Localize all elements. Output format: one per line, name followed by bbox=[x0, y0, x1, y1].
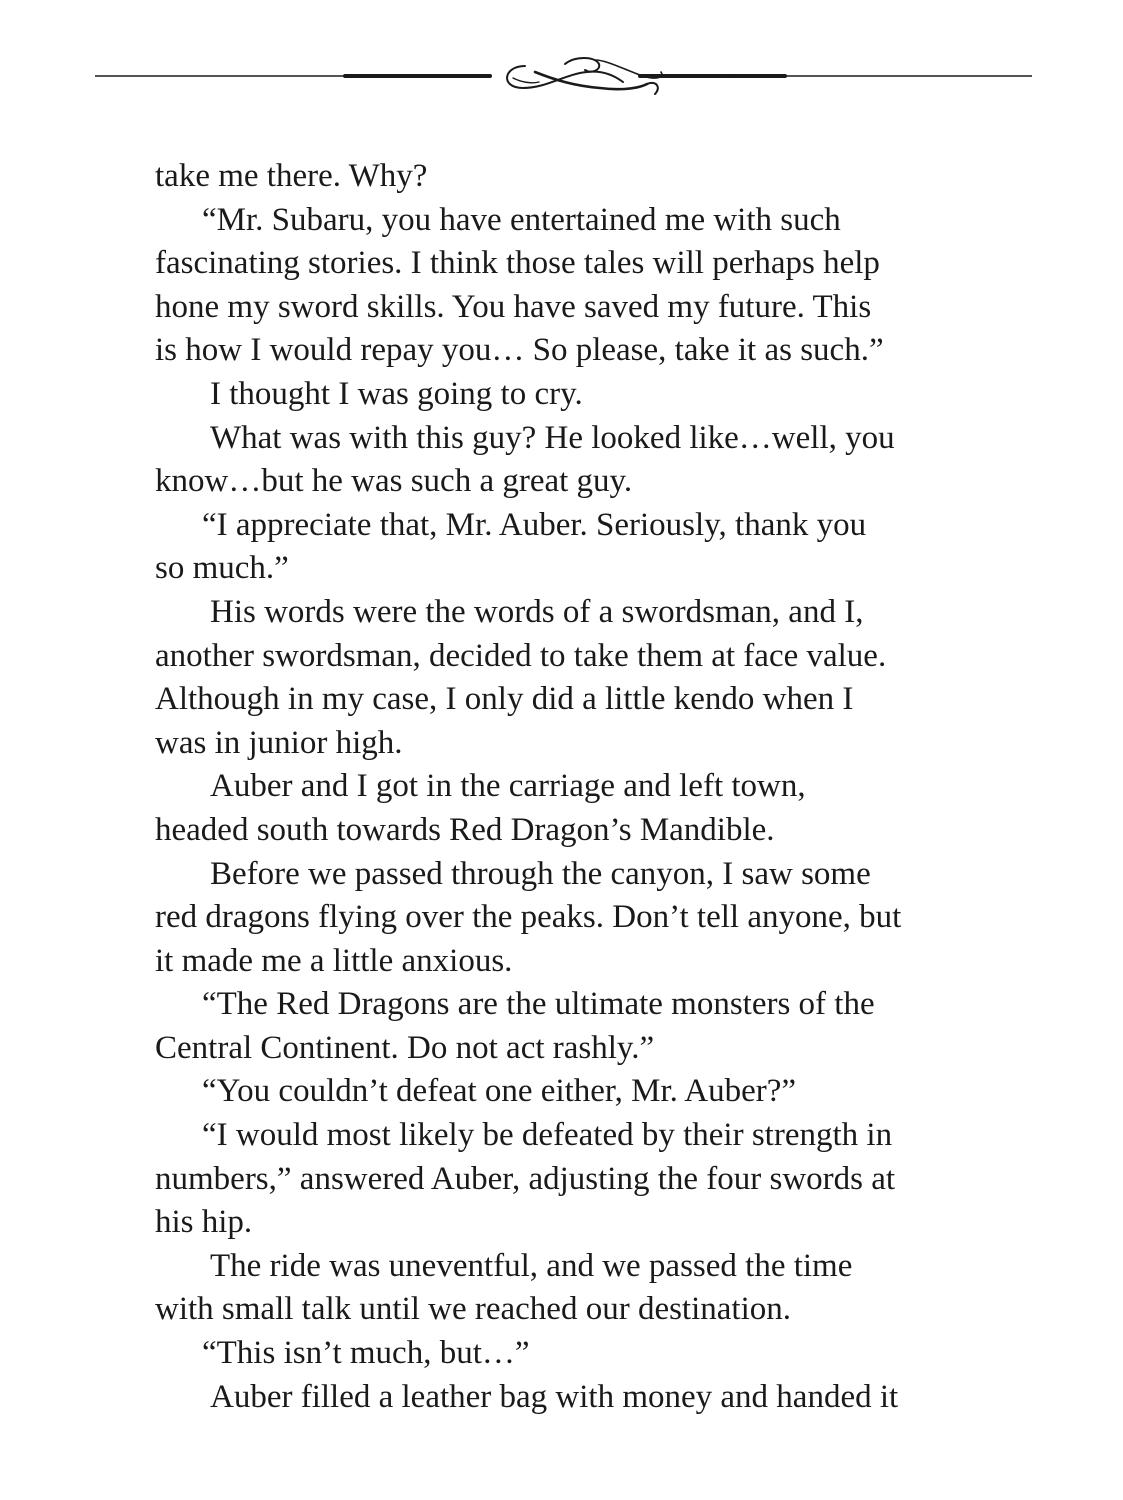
text-line: was in junior high. bbox=[155, 724, 403, 761]
text-line: “Mr. Subaru, you have entertained me with such bbox=[202, 201, 841, 238]
text-line: The ride was uneventful, and we passed the time bbox=[210, 1247, 853, 1284]
header-ornament bbox=[95, 52, 1032, 102]
text-line: know…but he was such a great guy. bbox=[155, 463, 633, 500]
text-line: Central Continent. Do not act rashly.” bbox=[155, 1029, 655, 1066]
text-line: hone my sword skills. You have saved my future. This bbox=[155, 288, 872, 325]
text-line: “This isn’t much, but…” bbox=[202, 1335, 530, 1372]
text-line: His words were the words of a swordsman, and I, bbox=[210, 593, 864, 630]
text-line: I thought I was going to cry. bbox=[210, 375, 583, 412]
text-line: “The Red Dragons are the ultimate monsters of the bbox=[202, 986, 875, 1023]
text-line: Auber filled a leather bag with money and handed it bbox=[210, 1378, 899, 1415]
text-line: take me there. Why? bbox=[155, 158, 428, 194]
text-line: fascinating stories. I think those tales will perhaps help bbox=[155, 245, 880, 282]
text-line: Before we passed through the canyon, I saw some bbox=[210, 855, 871, 892]
text-line: Although in my case, I only did a little kendo when I bbox=[155, 681, 854, 718]
text-line: so much.” bbox=[155, 550, 289, 587]
text-line: another swordsman, decided to take them at face value. bbox=[155, 637, 887, 674]
text-line: his hip. bbox=[155, 1204, 253, 1241]
text-line: it made me a little anxious. bbox=[155, 942, 513, 979]
text-line: “I would most likely be defeated by their strength in bbox=[202, 1117, 893, 1154]
text-line: What was with this guy? He looked like…well, you bbox=[210, 419, 895, 456]
text-line: “You couldn’t defeat one either, Mr. Auber?” bbox=[202, 1073, 797, 1110]
text-line: is how I would repay you… So please, take it as such.” bbox=[155, 332, 884, 369]
page-body-text bbox=[155, 155, 1015, 1419]
text-line: Auber and I got in the carriage and left town, bbox=[210, 768, 806, 805]
text-line: with small talk until we reached our destination. bbox=[155, 1291, 792, 1328]
text-line: numbers,” answered Auber, adjusting the four swords at bbox=[155, 1160, 896, 1197]
text-line: “I appreciate that, Mr. Auber. Seriously, thank you bbox=[202, 506, 867, 543]
text-line: headed south towards Red Dragon’s Mandible. bbox=[155, 811, 775, 848]
text-line: red dragons flying over the peaks. Don’t tell anyone, but bbox=[155, 899, 902, 936]
